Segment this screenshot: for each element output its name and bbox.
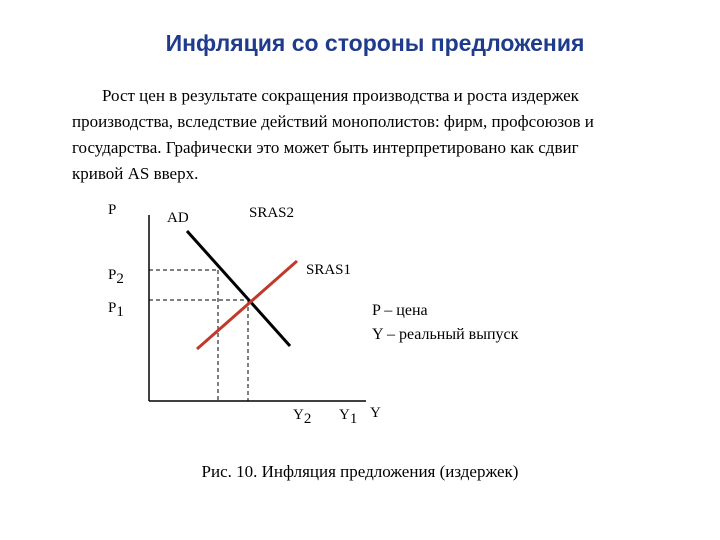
paragraph-line-4: кривой AS вверх. xyxy=(72,164,199,183)
x-axis-label: Y xyxy=(370,405,381,421)
paragraph-line-1: Рост цен в результате сокращения производства и роста издержек xyxy=(102,86,579,105)
figure-caption: Рис. 10. Инфляция предложения (издержек) xyxy=(201,462,519,481)
sras2-label: SRAS2 xyxy=(249,205,295,221)
y1-label: Y1 xyxy=(339,407,358,427)
y-axis-label: P xyxy=(108,202,117,218)
ad-curve xyxy=(187,231,290,346)
legend-price: P – цена xyxy=(372,302,428,319)
paragraph-line-2: производства, вследствие действий монополистов: фирм, профсоюзов и xyxy=(72,112,594,131)
sras1-label: SRAS1 xyxy=(306,262,352,278)
paragraph-line-3: государства. Графически это может быть интерпретировано как сдвиг xyxy=(72,138,579,157)
slide-title: Инфляция со стороны предложения xyxy=(165,30,585,56)
y2-label: Y2 xyxy=(293,407,312,427)
ad-label: AD xyxy=(167,210,189,226)
legend-output: Y – реальный выпуск xyxy=(372,326,519,343)
p2-label: P2 xyxy=(108,267,124,287)
p1-label: P1 xyxy=(108,300,124,320)
